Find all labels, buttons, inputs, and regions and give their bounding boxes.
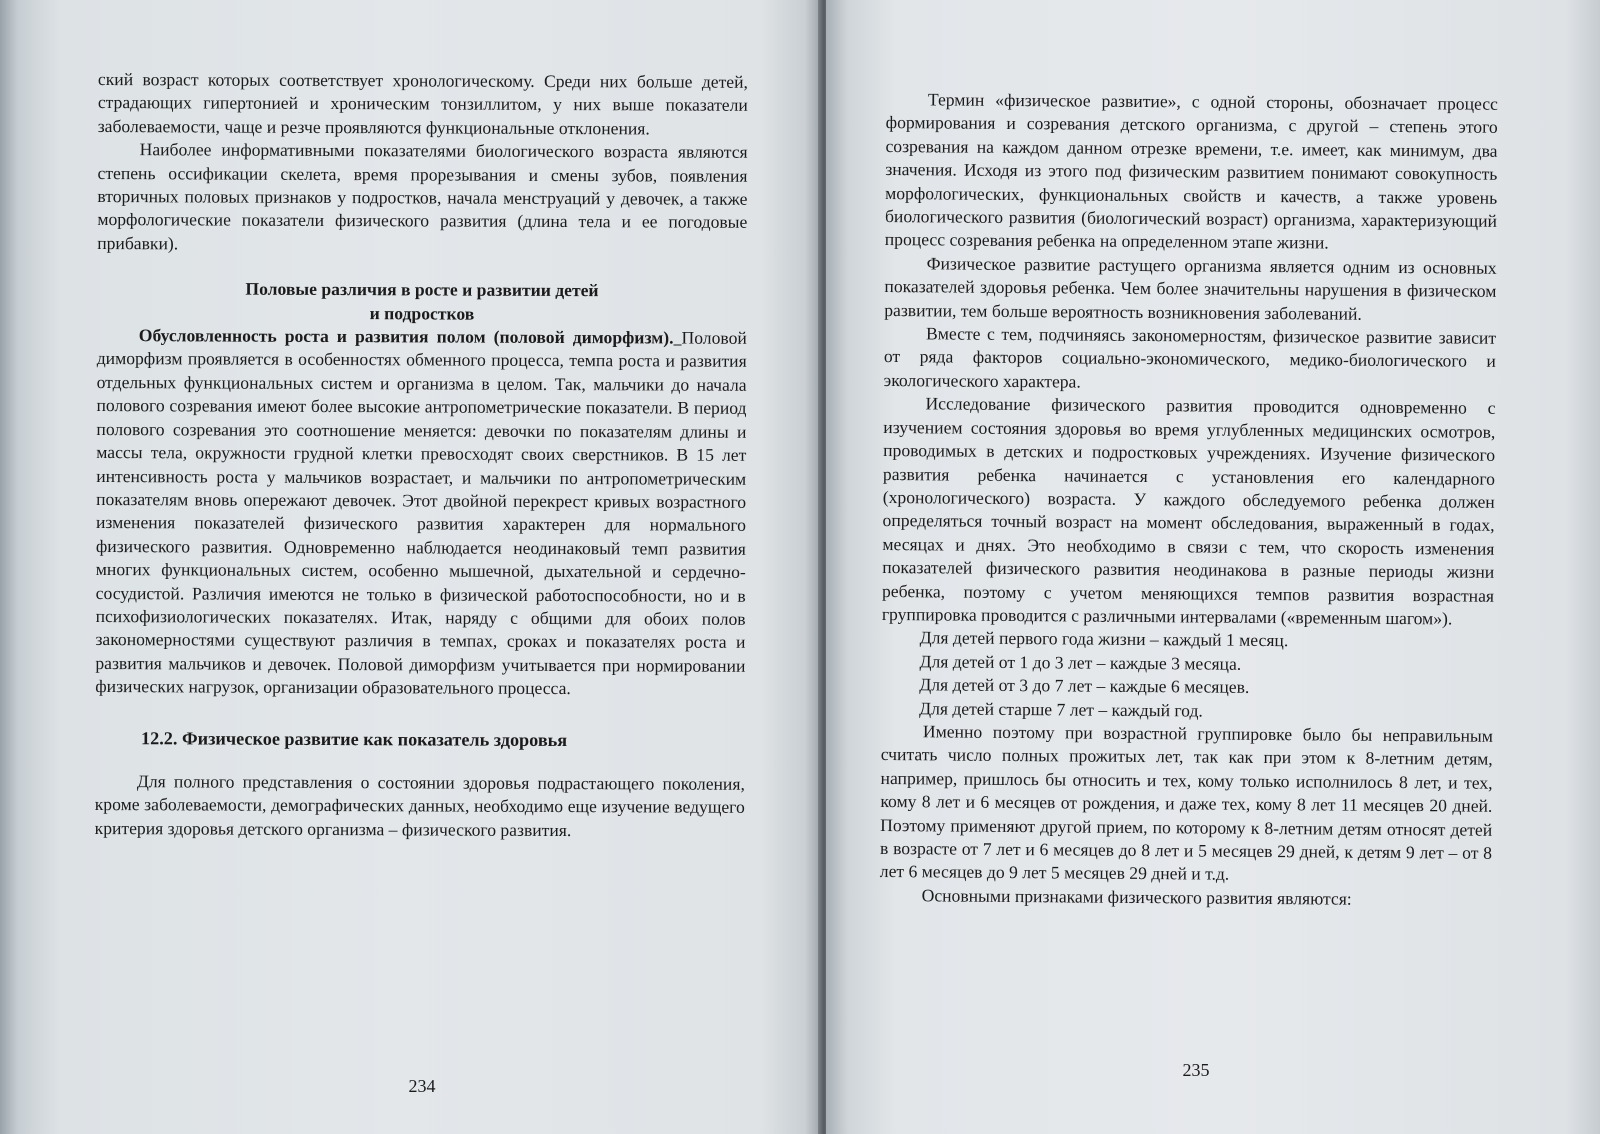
- paragraph-text: Половой диморфизм проявляется в особенностях обменного процесса, темпа роста и развития отдельных функциональных систем и организма в целом. Так, мальчики до начала полового созревания имеют более высокие антропометрические показатели. В период полового созревания это соотношение меняется: девочки по показателям длины и массы тела, окружности грудной клетки превосходят своих сверстников. В 15 лет интенсивность роста у мальчиков возрастает, и мальчики по антропометрическим показателям вновь опережают девочек. Этот двойной перекрест кривых возрастного изменения показателей физического развития характерен для нормального физического развития. Одновременно наблюдается неодинаковый темп развития многих функциональных систем, особенно мышечной, дыхательной и сердечно-сосудистой. Различия имеются не только в физической работоспособности, но и в психофизиологических показателях. Итак, наряду с общими для обоих полов закономерностями существуют различия в темпах, сроках и показателях роста и развития мальчиков и девочек. Половой диморфизм учитывается при нормировании физических нагрузок, организации образовательного процесса.: [95, 327, 747, 699]
- paragraph: Физическое развитие растущего организма является одним из основных показателей здоровья ребенка. Чем более значительны нарушения в физическом развитии, тем больше вероятность возникновения заболеваний.: [884, 253, 1497, 324]
- list-item: Для детей первого года жизни – каждый 1 месяц.: [919, 627, 1289, 651]
- section-title: 12.2. Физическое развитие как показатель здоровья: [141, 727, 568, 750]
- section-heading-line: и подростков: [369, 302, 475, 324]
- subheading: Обусловленность роста и развития полом (половой диморфизм).: [138, 325, 674, 348]
- paragraph: Именно поэтому при возрастной группировке было бы неправильным считать число полных прожитых лет, так как при этом к 8-летним детям, например, пришлось бы относить и тех, кому только исполнилось 8 лет, и тех, кому 8 лет и 6 месяцев от рождения, и даже тех, кому 8 лет 11 месяцев 20 дней. Поэтому применяют другой прием, по которому к 8-летним детям относят детей в возрасте от 7 лет и 6 месяцев до 8 лет и 5 месяцев 29 дней, к детям 9 лет – от 8 лет 6 месяцев до 9 лет 5 месяцев 29 дней и т.д.: [879, 721, 1494, 885]
- underscore-mark: [673, 328, 681, 348]
- paragraph: Для полного представления о состоянии здоровья подрастающего поколения, кроме заболеваемости, демографических данных, необходимо еще изучение ведущего критерия здоровья детского организма – физического развития.: [94, 771, 745, 840]
- list-item: Для детей от 1 до 3 лет – каждые 3 месяца.: [919, 651, 1242, 674]
- list-item: Для детей от 3 до 7 лет – каждые 6 месяцев.: [919, 674, 1250, 698]
- right-page-text: [880, 88, 1498, 912]
- paragraph: ский возраст которых соответствует хронологическому. Среди них больше детей, страдающих гипертонией и хроническим тонзиллитом, у них выше показатели заболеваемости, чаще и резче проявляются функциональные отклонения.: [97, 68, 748, 139]
- paragraph: Наиболее информативными показателями биологического возраста являются степень оссификации скелета, время прорезывания и смены зубов, появления вторичных половых признаков у подростков, начала менструаций у девочек, а также морфологические показатели физического развития (длина тела и ее погодовые прибавки).: [97, 139, 748, 254]
- paragraph: Вместе с тем, подчиняясь закономерностям, физическое развитие зависит от ряда факторов социально-экономического, медико-биологического и экологического характера.: [883, 323, 1497, 392]
- page-number: 234: [408, 1076, 436, 1096]
- list-item: Для детей старше 7 лет – каждый год.: [919, 697, 1203, 721]
- page-number: 235: [1182, 1060, 1210, 1080]
- section-heading-line: Половые различия в росте и развитии детей: [245, 278, 599, 301]
- paragraph: Термин «физическое развитие», с одной стороны, обозначает процесс формирования и созревания детского организма, с другой – степень этого созревания на каждом данном отрезке времени, т.е. имеет, как минимум, два значения. Исходя из этого под физическим развитием понимают совокупность морфологических, функциональных свойств и качеств, а также уровень биологического развития (биологический возраст) организма, характеризующий процесс созревания ребенка на определенном этапе жизни.: [884, 89, 1498, 253]
- right-page: [826, 0, 1600, 1134]
- left-page-text: [95, 68, 748, 843]
- paragraph: Исследование физического развития проводится одновременно с изучением состояния здоровья во время углубленных медицинских осмотров, проводимых в детских и подростковых учреждениях. Изучение физического развития ребенка начинается с установления его календарного (хронологического) возраста. У каждого обследуемого ребенка должен определяться точный возраст на момент обследования, выраженный в годах, месяцах и днях. Это необходимо в связи с тем, что скорость изменения показателей физического развития неодинакова в разные периоды жизни ребенка, поэтому с учетом меняющихся темпов развития возрастная группировка проводится с различными интервалами («временным шагом»).: [881, 393, 1496, 629]
- paragraph: Основными признаками физического развития являются:: [921, 885, 1352, 909]
- paragraph: [95, 324, 747, 701]
